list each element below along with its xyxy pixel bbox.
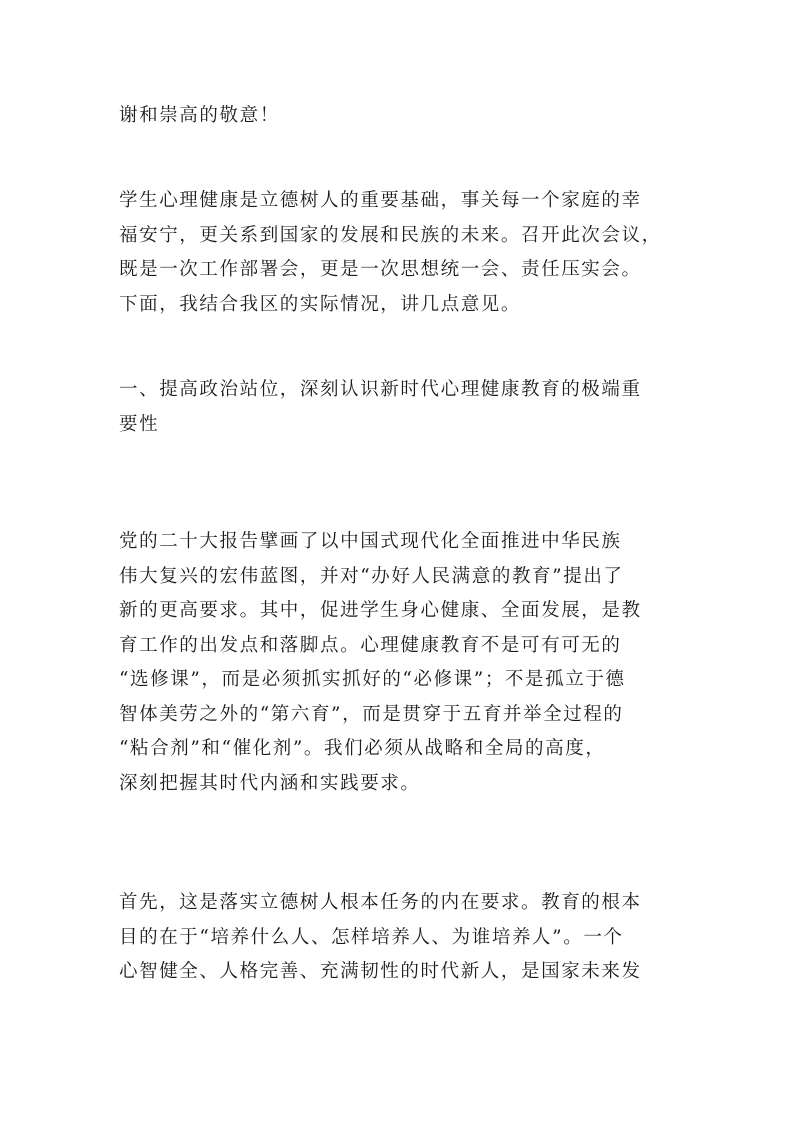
paragraph-line: 党的二十大报告擘画了以中国式现代化全面推进中华民族 [119, 531, 622, 552]
paragraph-line: 既是一次工作部署会，更是一次思想统一会、责任压实会。 [119, 259, 642, 280]
paragraph-line: 深刻把握其时代内涵和实践要求。 [119, 772, 421, 794]
paragraph-line: 谢和崇高的敬意！ [119, 105, 280, 126]
paragraph-line: 伟大复兴的宏伟蓝图，并对“办好人民满意的教育”提出了 [119, 565, 624, 587]
paragraph-line: “粘合剂”和“催化剂”。我们必须从战略和全局的高度， [119, 738, 606, 759]
paragraph-line: 下面，我结合我区的实际情况，讲几点意见。 [119, 293, 522, 315]
heading-line: 一、提高政治站位，深刻认识新时代心理健康教育的极端重 [119, 379, 642, 400]
section-heading-1 [119, 373, 679, 442]
paragraph-line: 学生心理健康是立德树人的重要基础，事关每一个家庭的幸 [119, 190, 642, 211]
paragraph-line: 智体美劳之外的“第六育”，而是贯穿于五育并举全过程的 [119, 703, 624, 725]
intro-paragraph [119, 184, 679, 322]
paragraph-line: 首先，这是落实立德树人根本任务的内在要求。教育的根本 [119, 892, 642, 913]
heading-line: 要性 [119, 413, 160, 435]
paragraph-line: “选修课”，而是必须抓实抓好的“必修课”；不是孤立于德 [119, 669, 626, 690]
body-paragraph-2 [119, 886, 679, 990]
paragraph-line: 目的在于“培养什么人、怎样培养人、为谁培养人”。一个 [119, 926, 624, 948]
closing-line-paragraph [119, 99, 679, 134]
body-paragraph-1 [119, 525, 679, 801]
paragraph-line: 育工作的出发点和落脚点。心理健康教育不是可有可无的 [119, 634, 622, 656]
paragraph-line: 心智健全、人格完善、充满韧性的时代新人，是国家未来发 [119, 961, 642, 982]
paragraph-line: 新的更高要求。其中，促进学生身心健康、全面发展，是教 [119, 600, 642, 621]
paragraph-line: 福安宁，更关系到国家的发展和民族的未来。召开此次会议， [119, 224, 662, 246]
